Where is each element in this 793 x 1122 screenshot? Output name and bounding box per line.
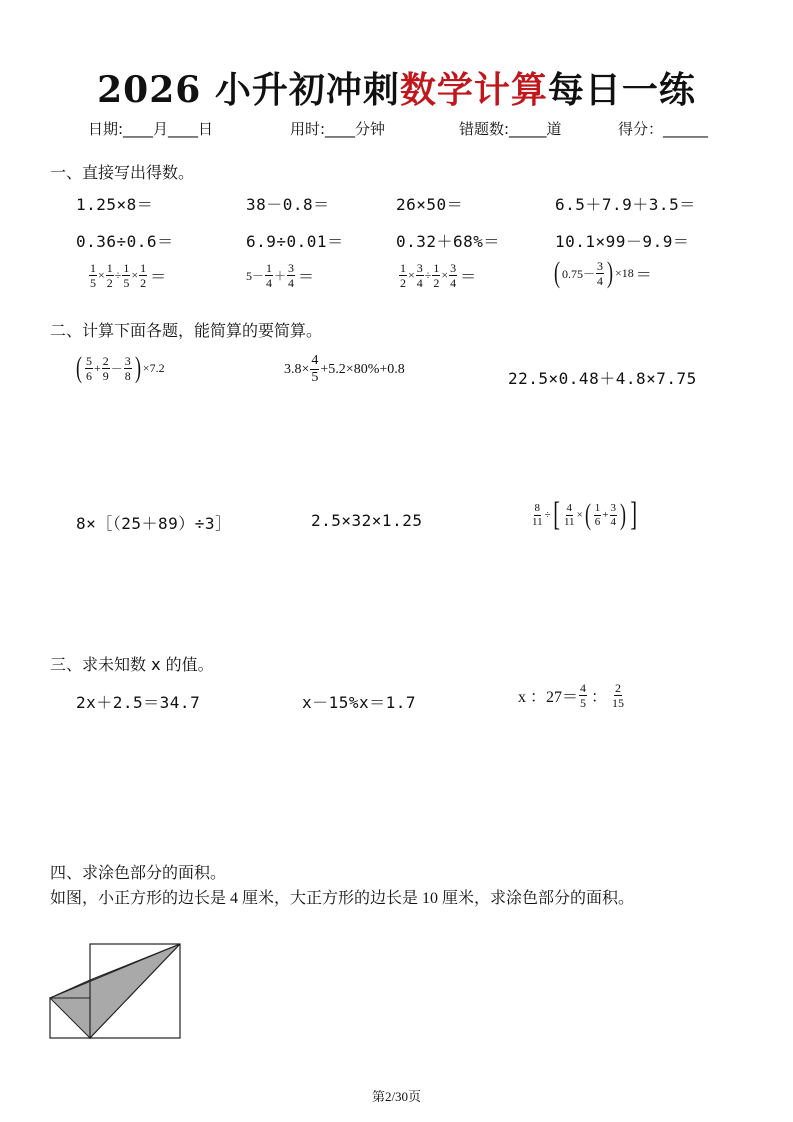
page-number: 第2/30页 [371,1089,422,1104]
s1-r1-c3: 26×50＝ [396,195,464,214]
s1-r1-c4: 6.5＋7.9＋3.5＝ [555,195,696,214]
s1-r3-c3: $\frac{1}{2}$ × $\frac{3}{4}$ ÷ $\frac{1}{2}$ × $\frac{3}{4}$ ＝ [400,261,477,290]
s2-p5: 2.5×32×1.25 [311,511,423,530]
s3-e3: x ：27＝ $\frac{4}{5}$ ： $\frac{2}{15}$ [518,681,625,710]
s1-r1-c2: 38－0.8＝ [246,195,330,214]
s1-r2-c2: 6.9÷0.01＝ [246,232,344,251]
s3-e1: 2x＋2.5＝34.7 [76,693,201,712]
s3-e2: x－15%x＝1.7 [302,693,417,712]
s1-r1-c1: 1.25×8＝ [76,195,154,214]
section4-heading: 四、求涂色部分的面积。 [50,863,227,882]
time-field: 用时:____分钟 [290,120,386,138]
s1-r3-c4: ( 0.75－ $\frac{3}{4}$ ) ×18 ＝ [554,256,652,289]
s2-p1: ( $\frac{5}{6}$ + $\frac{2}{9}$ － $\frac{3}{8}$ ) ×7.2 [76,351,165,384]
s1-r2-c4: 10.1×99－9.9＝ [555,232,690,251]
section3-heading: 三、求未知数 x 的值。 [50,655,214,674]
section2-heading: 二、计算下面各题，能简算的要简算。 [50,321,323,340]
s2-p4: 8×［（25＋89）÷3］ [76,514,232,533]
score-field: 得分：______ [618,120,709,138]
s1-r3-c2: 5－ $\frac{1}{4}$ ＋ $\frac{3}{4}$ ＝ [246,261,315,290]
s1-r2-c3: 0.32＋68%＝ [396,232,500,251]
section1-heading: 一、直接写出得数。 [50,163,195,182]
s2-p6: $\frac{8}{11}$ ÷ [ $\frac{4}{11}$ × ( $\frac{1}{6}$ + $\frac{3}{4}$ ) ] [532,496,638,533]
shaded-squares-figure [48,942,184,1040]
title-part-2: 每日一练 [547,69,696,111]
s1-r2-c1: 0.36÷0.6＝ [76,232,174,251]
section4-problem-text: 如图，小正方形的边长是 4 厘米，大正方形的边长是 10 厘米，求涂色部分的面积。 [50,890,635,907]
title-highlight: 数学计算 [399,69,548,111]
title-part-1: 2026 小升初冲刺 [97,69,400,111]
s2-p3: 22.5×0.48＋4.8×7.75 [508,369,697,388]
page-title [0,62,793,113]
s2-p2: 3.8× $\frac{4}{5}$ +5.2×80%+0.8 [284,353,405,385]
s1-r3-c1: $\frac{1}{5}$ × $\frac{1}{2}$ ÷ $\frac{1}{5}$ × $\frac{1}{2}$ ＝ [90,261,167,290]
date-field: 日期:____月____日 [88,120,214,138]
errors-field: 错题数:_____道 [459,120,562,138]
